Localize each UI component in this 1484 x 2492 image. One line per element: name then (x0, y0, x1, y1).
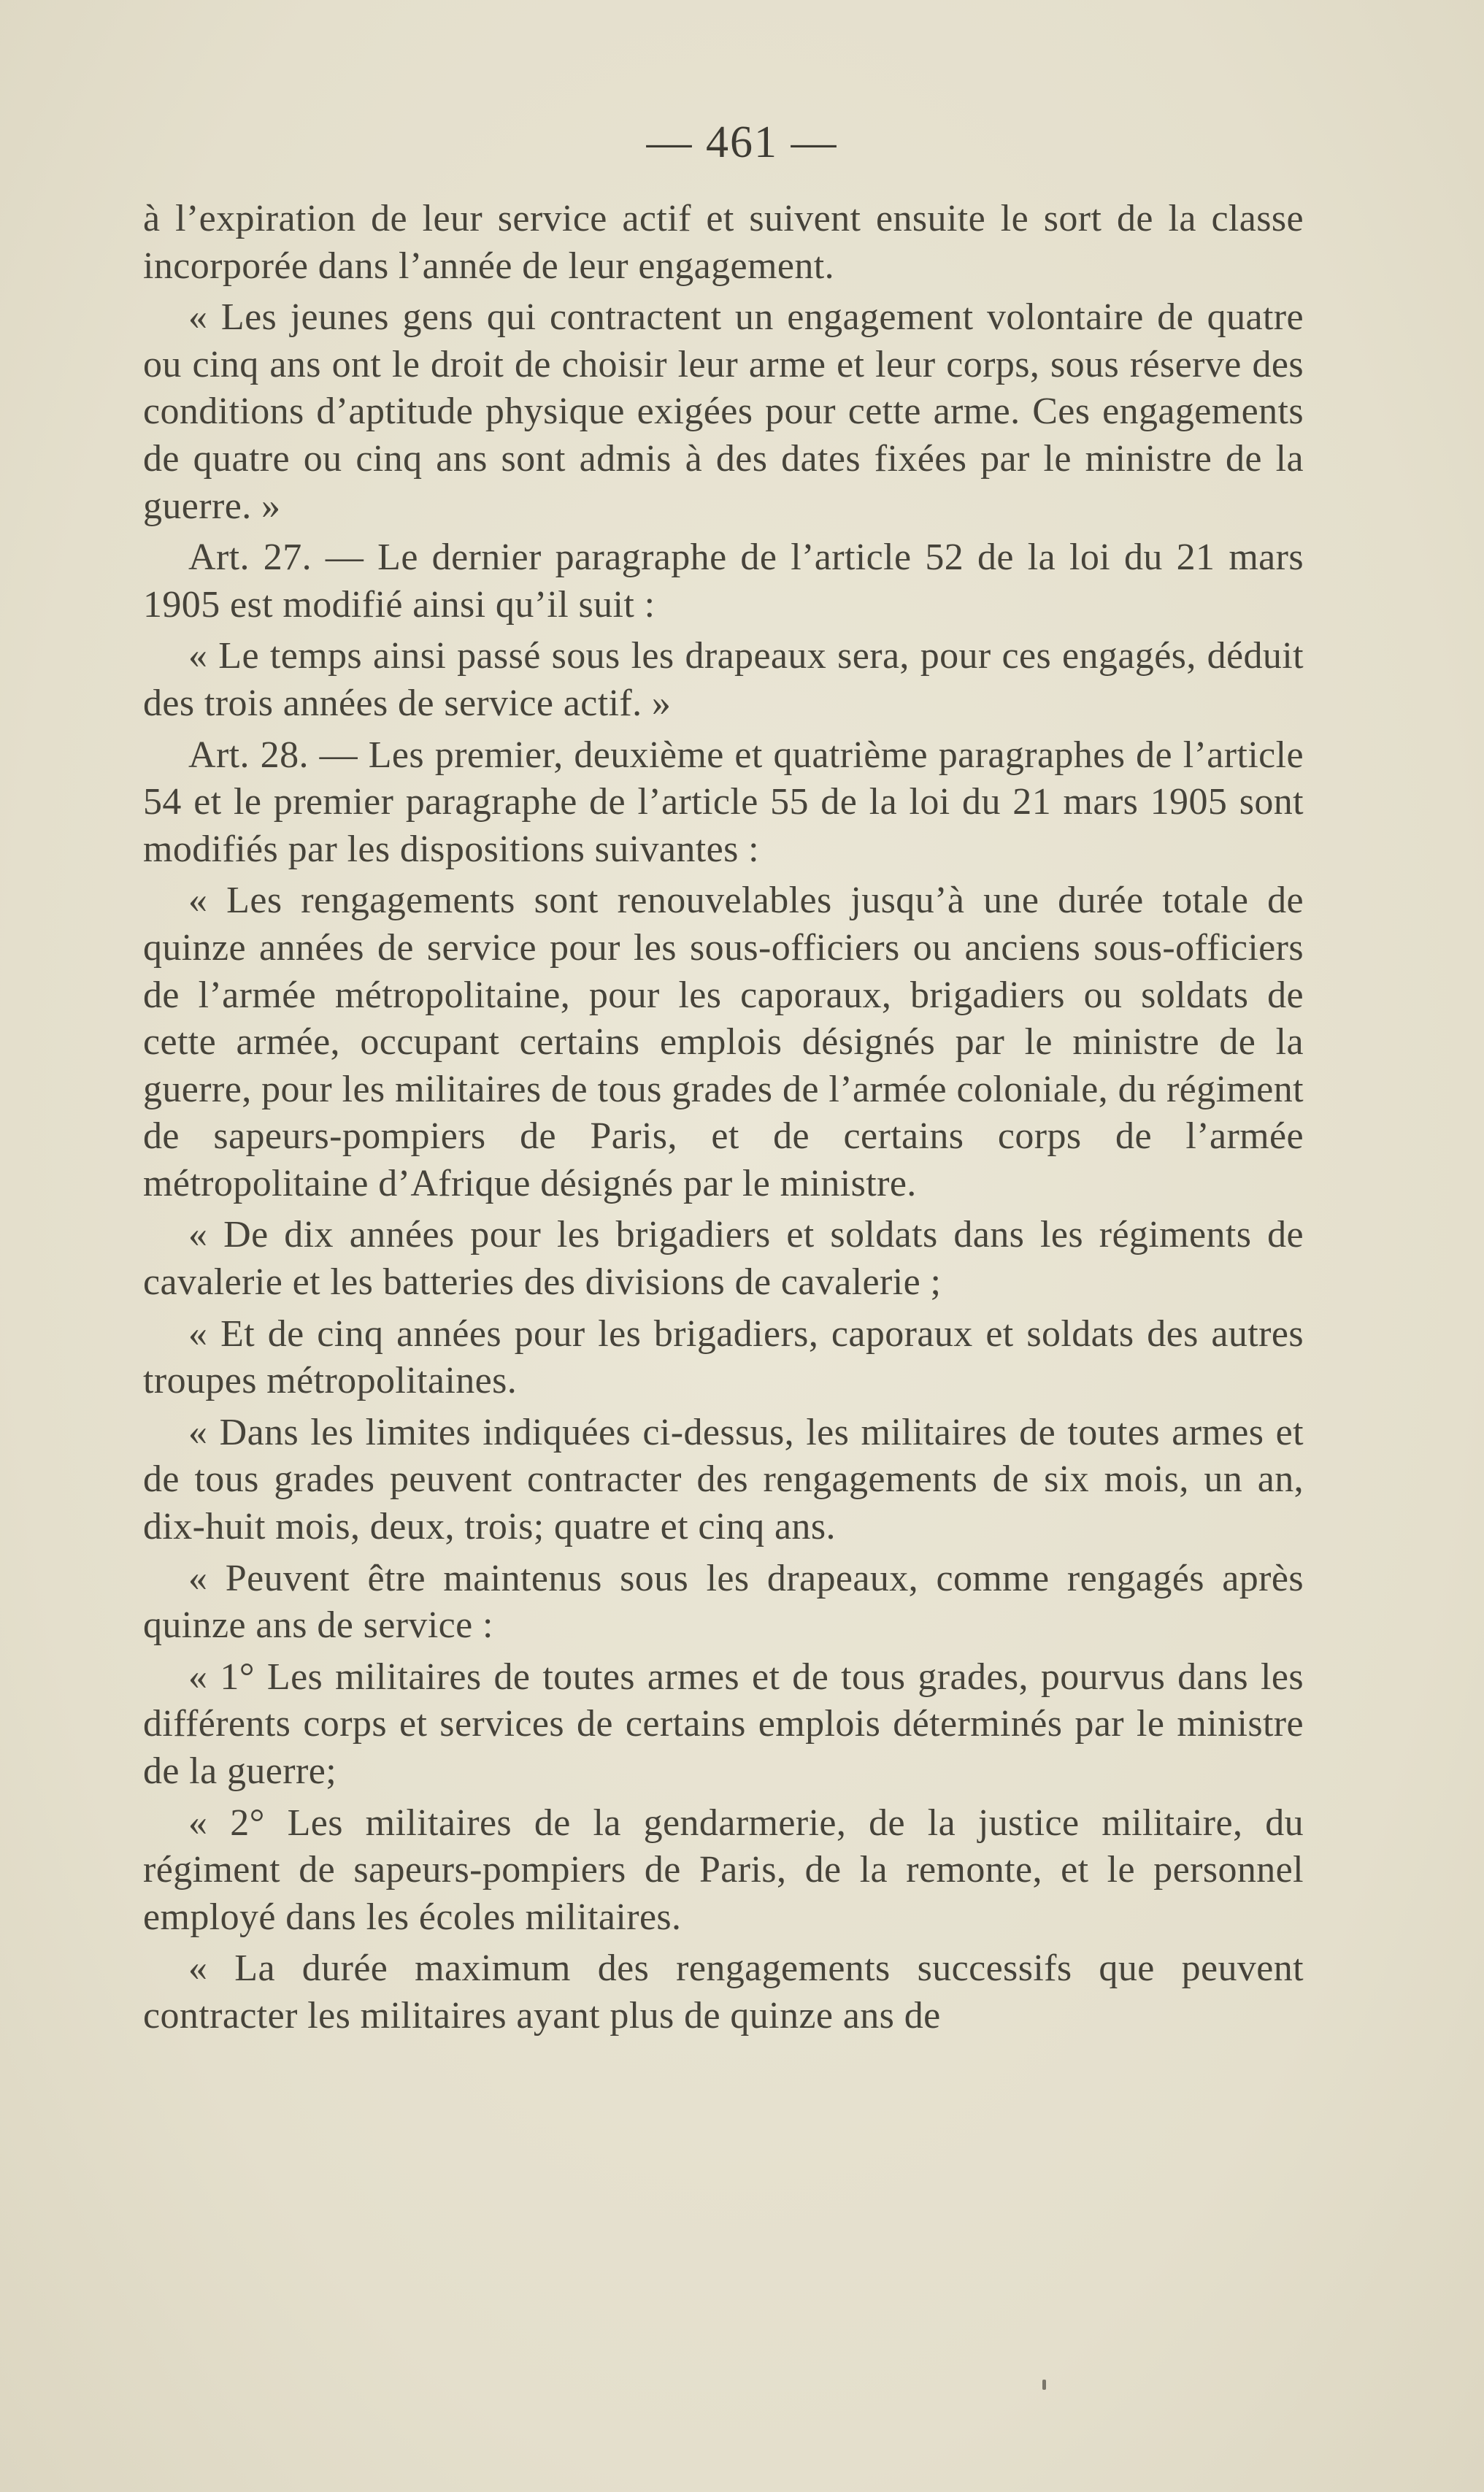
paragraph-item-2: « 2° Les militaires de la gendarmerie, de la justice militaire, du régiment de sapeurs-pompiers de Paris, de la remonte, et le personnel employé dans les écoles militaires. (143, 1801, 1304, 1938)
paragraph-rengagements: « Les rengagements sont renouvelables jusqu’à une durée totale de quinze années de service pour les sous-officiers ou anciens sous-officiers de l’armée métropolitaine, pour les caporaux, brigadiers ou soldats de cette armée, occupant certains emplois désignés par le ministre de la guerre, pour les militaires de tous grades de l’armée coloniale, du régiment de sapeurs-pompiers de Paris, et de certains corps de l’armée métropolitaine d’Afrique désignés par le ministre. (143, 880, 1304, 1204)
paragraph-article-27: Art. 27. — Le dernier paragraphe de l’article 52 de la loi du 21 mars 1905 est modifié ainsi qu’il suit : (143, 537, 1304, 626)
paragraph-limites: « Dans les limites indiquées ci-dessus, les militaires de toutes armes et de tous grades peuvent contracter des rengagements de six mois, un an, dix-huit mois, deux, trois; quatre et cinq ans. (143, 1411, 1304, 1548)
page-number: — 461 — (646, 118, 838, 167)
paragraph-duree-maximum: « La durée maximum des rengagements successifs que peuvent contracter les militaires ayant plus de quinze ans de (143, 1947, 1304, 2037)
paragraph-cinq-annees: « Et de cinq années pour les brigadiers, caporaux et soldats des autres troupes métropolitaines. (143, 1312, 1304, 1402)
body-text (143, 196, 1304, 2045)
paragraph-continuation: à l’expiration de leur service actif et suivent ensuite le sort de la classe incorporée dans l’année de leur engagement. (143, 198, 1304, 287)
paragraph-maintenus: « Peuvent être maintenus sous les drapeaux, comme rengagés après quinze ans de service : (143, 1557, 1304, 1647)
paragraph-item-1: « 1° Les militaires de toutes armes et de tous grades, pourvus dans les différents corps et services de certains emplois déterminés par le ministre de la guerre; (143, 1655, 1304, 1792)
paragraph-engagements-volontaires: « Les jeunes gens qui contractent un engagement volontaire de quatre ou cinq ans ont le droit de choisir leur arme et leur corps, sous réserve des conditions d’aptitude physique exigées pour cette arme. Ces engagements de quatre ou cinq ans sont admis à des dates fixées par le ministre de la guerre. » (143, 296, 1304, 527)
paragraph-temps-passe: « Le temps ainsi passé sous les drapeaux sera, pour ces engagés, déduit des trois années de service actif. » (143, 635, 1304, 724)
paragraph-article-28: Art. 28. — Les premier, deuxième et quatrième paragraphes de l’article 54 et le premier paragraphe de l’article 55 de la loi du 21 mars 1905 sont modifiés par les dispositions suivantes : (143, 734, 1304, 870)
paper-speck (1042, 2380, 1046, 2390)
paragraph-dix-annees: « De dix années pour les brigadiers et soldats dans les régiments de cavalerie et les batteries des divisions de cavalerie ; (143, 1214, 1304, 1304)
